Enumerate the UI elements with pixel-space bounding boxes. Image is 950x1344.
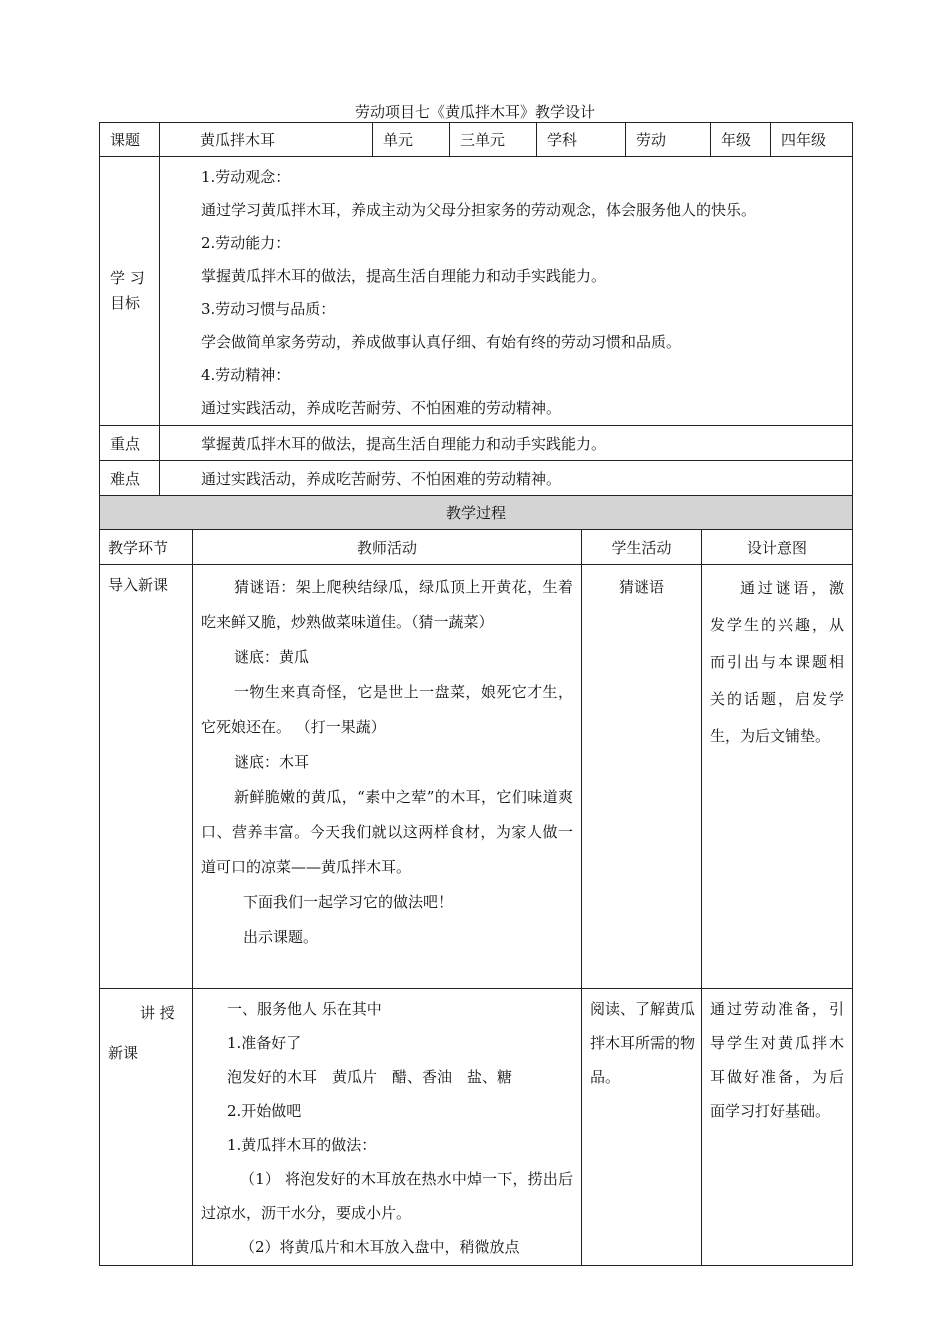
lecture-method-step-2: （2）将黄瓜片和木耳放入盘中，稍微放点 (240, 1238, 520, 1256)
objective-line: 1.劳动观念： (201, 168, 291, 186)
col-student: 学生活动 (582, 530, 702, 565)
lecture-step-start: 2.开始做吧 (227, 1102, 302, 1120)
key-point-label: 重点 (100, 426, 160, 461)
intro-student: 猜谜语 (582, 565, 702, 989)
lecture-stage-line2: 新课 (108, 1044, 139, 1062)
riddle-2: 一物生来真奇怪，它是世上一盘菜，娘死它才生，它死娘还在。 （打一果蔬） (201, 683, 573, 736)
process-columns-row (100, 530, 853, 565)
key-point-text: 掌握黄瓜拌木耳的做法，提高生活自理能力和动手实践能力。 (160, 426, 853, 461)
objectives-content (160, 157, 853, 426)
intro-transition: 下面我们一起学习它的做法吧！ (243, 893, 454, 911)
col-intent: 设计意图 (702, 530, 853, 565)
info-row (100, 123, 853, 157)
objectives-label (100, 157, 160, 426)
unit-label: 单元 (373, 123, 450, 157)
topic-value: 黄瓜拌木耳 (160, 123, 373, 157)
document-title: 劳动项目七《黄瓜拌木耳》教学设计 (354, 103, 595, 121)
grade-value: 四年级 (771, 123, 853, 157)
lecture-student: 阅读、了解黄瓜拌木耳所需的物品。 (582, 989, 702, 1266)
riddle-2-answer: 谜底：木耳 (234, 753, 310, 771)
lecture-method-step-1: （1） 将泡发好的木耳放在热水中焯一下，捞出后过凉水，沥干水分，要成小片。 (201, 1170, 573, 1222)
difficulty-row (100, 461, 853, 496)
intro-paragraph: 新鲜脆嫩的黄瓜，“素中之荤”的木耳，它们味道爽口、营养丰富。今天我们就以这两样食材，为家人做一道可口的凉菜——黄瓜拌木耳。 (201, 788, 573, 876)
grade-label: 年级 (711, 123, 771, 157)
lecture-step-prepare: 1.准备好了 (227, 1034, 302, 1052)
lecture-section-title: 一、服务他人 乐在其中 (227, 1000, 382, 1018)
key-point-row (100, 426, 853, 461)
objectives-label-line2: 目标 (110, 294, 141, 312)
teaching-process-table (99, 495, 853, 1266)
objectives-row (100, 157, 853, 426)
lecture-stage-line1: 讲 授 (140, 1004, 175, 1022)
objective-line: 学会做简单家务劳动，养成做事认真仔细、有始有终的劳动习惯和品质。 (201, 333, 682, 351)
lesson-info-table (99, 122, 853, 496)
process-heading-row (100, 496, 853, 530)
objective-line: 3.劳动习惯与品质： (201, 300, 336, 318)
lecture-method-title: 1.黄瓜拌木耳的做法： (227, 1136, 377, 1154)
difficulty-text: 通过实践活动，养成吃苦耐劳、不怕困难的劳动精神。 (160, 461, 853, 496)
lecture-intent: 通过劳动准备，引导学生对黄瓜拌木耳做好准备，为后面学习打好基础。 (702, 989, 853, 1266)
difficulty-label: 难点 (100, 461, 160, 496)
intro-teacher (193, 565, 582, 989)
col-teacher: 教师活动 (193, 530, 582, 565)
lecture-teacher (193, 989, 582, 1266)
intro-stage: 导入新课 (100, 565, 193, 989)
objectives-label-line1: 学 习 (110, 269, 145, 287)
objective-line: 4.劳动精神： (201, 366, 291, 384)
show-topic: 出示课题。 (243, 928, 319, 946)
objective-line: 通过学习黄瓜拌木耳，养成主动为父母分担家务的劳动观念，体会服务他人的快乐。 (201, 201, 757, 219)
lecture-ingredients: 泡发好的木耳 黄瓜片 醋、香油 盐、糖 (227, 1068, 513, 1086)
objective-line: 通过实践活动，养成吃苦耐劳、不怕困难的劳动精神。 (201, 399, 562, 417)
lecture-row (100, 989, 853, 1266)
riddle-1-answer: 谜底：黄瓜 (234, 648, 310, 666)
objective-line: 2.劳动能力： (201, 234, 291, 252)
subject-label: 学科 (537, 123, 626, 157)
subject-value: 劳动 (626, 123, 711, 157)
objective-line: 掌握黄瓜拌木耳的做法，提高生活自理能力和动手实践能力。 (201, 267, 607, 285)
process-heading: 教学过程 (100, 496, 853, 530)
topic-label: 课题 (100, 123, 160, 157)
intro-intent: 通过谜语，激发学生的兴趣，从而引出与本课题相关的话题，启发学生，为后文铺垫。 (702, 565, 853, 989)
col-stage: 教学环节 (100, 530, 193, 565)
unit-value: 三单元 (450, 123, 537, 157)
intro-row (100, 565, 853, 989)
lecture-stage (100, 989, 193, 1266)
riddle-1: 猜谜语：架上爬秧结绿瓜，绿瓜顶上开黄花，生着吃来鲜又脆，炒熟做菜味道佳。（猜一蔬菜） (201, 578, 573, 631)
